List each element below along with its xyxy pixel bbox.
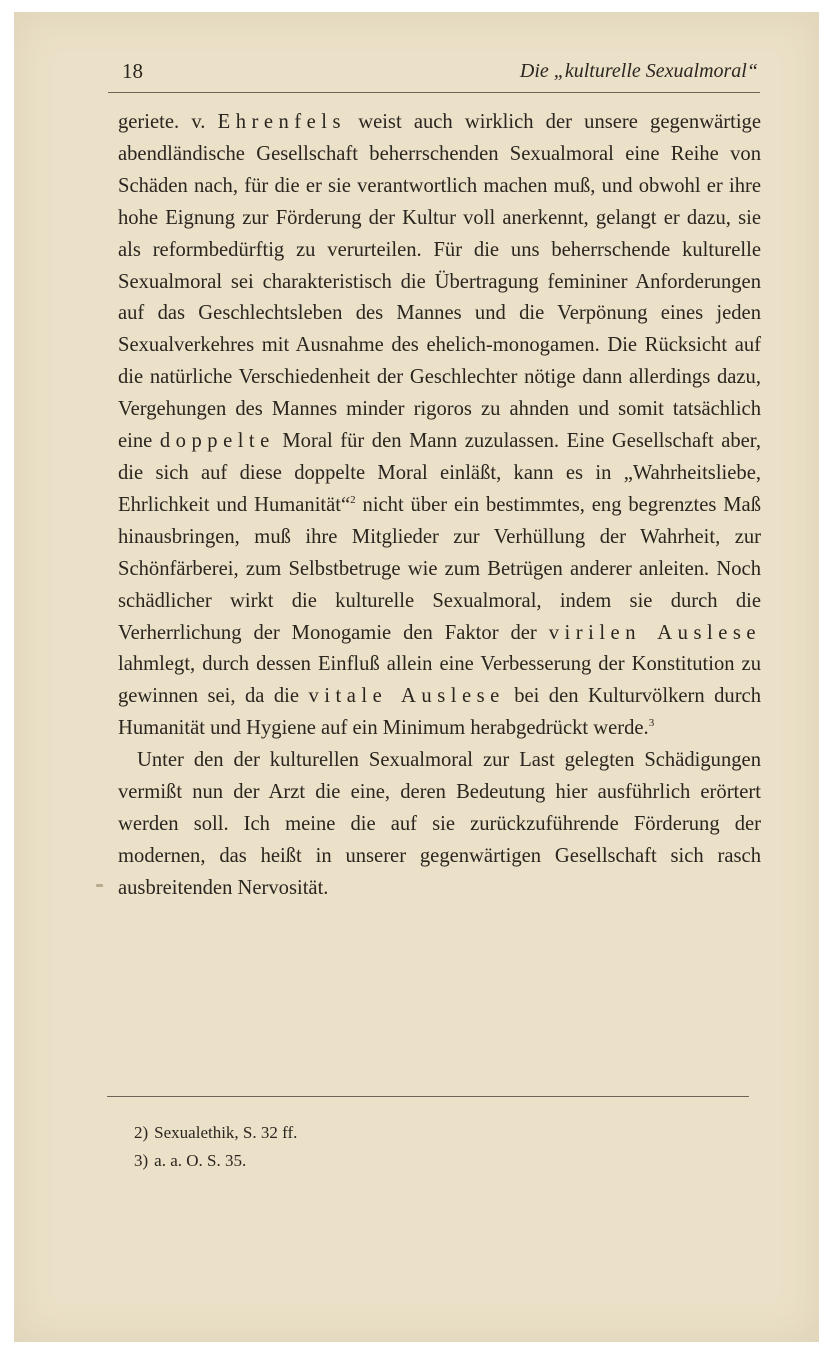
paragraph-2: Unter den der kulturellen Sexualmoral zur Last gelegten Schädigungen vermißt nun der Arzt die eine, deren Bedeutung hier ausführlich erörtert werden soll. Ich meine die auf sie zurückzuführende Förderung der modernen, das heißt in unserer gegenwärtigen Gesellschaft sich rasch ausbreitenden Nervosität. [118, 749, 761, 899]
body-text [118, 107, 761, 905]
footnote-ref-2: 2 [350, 493, 356, 506]
footnote-marker: 3) [134, 1151, 149, 1170]
margin-speck [96, 884, 103, 887]
paragraph-1 [118, 107, 761, 745]
spaced-phrase-virilen-auslese: virilen Auslese [548, 621, 761, 644]
page-header [108, 52, 760, 93]
footnote-2 [134, 1119, 534, 1147]
footnote-text: a. a. O. S. 35. [154, 1151, 247, 1170]
p1-text-f: bei den Kulturvölkern durch Humanität und Hygiene auf ein Minimum herabgedrückt werde. [118, 685, 761, 740]
spaced-name-ehrenfels: Ehrenfels [217, 111, 347, 133]
page-number: 18 [122, 59, 143, 83]
running-head: Die „kulturelle Sexualmoral“ [519, 60, 758, 82]
footnotes [134, 1119, 534, 1175]
p1-text-c: Moral für den Mann zuzulassen. Eine Gesellschaft aber, die sich auf diese doppelte Moral einläßt, kann es in „Wahrheitsliebe, Ehrlichkeit und Humanität“ [118, 430, 761, 516]
footnote-marker: 2) [134, 1123, 149, 1142]
p1-text-b: weist auch wirklich der unsere gegenwärtige abendländische Gesellschaft beherrschenden Sexualmoral eine Reihe von Schäden nach, für die er sie verantwortlich machen muß, und obwohl er ihre hohe Eignung zur Förderung der Kultur voll anerkennt, gelangt er dazu, sie als reformbedürftig zu verurteilen. Für die uns beherrschende kulturelle Sexualmoral sei charakteristisch die Übertragung femininer Anforderungen auf das Geschlechtsleben des Mannes und die Verpönung eines jeden Sexualverkehres mit Ausnahme des ehelich-monogamen. Die Rücksicht auf die natürliche Verschiedenheit der Geschlechter nötige dann allerdings dazu, Vergehungen des Mannes minder rigoros zu ahnden und somit tatsächlich eine [118, 111, 761, 453]
p1-text-e: lahmlegt, durch dessen Einfluß allein eine Verbesserung der Konstitution zu gewinnen sei, da die [118, 653, 761, 708]
spaced-phrase-vitale-auslese: vitale Auslese [308, 685, 505, 708]
spaced-word-doppelte: doppelte [159, 430, 275, 453]
footnote-ref-3: 3 [648, 717, 655, 730]
p1-text-d: nicht über ein bestimmtes, eng begrenztes Maß hinausbringen, muß ihre Mitglieder zur Verhüllung der Wahrheit, zur Schönfärberei, zum Selbstbetruge wie zum Betrügen anderer anleiten. Noch schädlicher wirkt die kulturelle Sexualmoral, indem sie durch die Verherrlichung der Monogamie den Faktor der [118, 493, 761, 644]
footnote-3 [134, 1147, 534, 1175]
p1-text-a: geriete. v. [118, 111, 206, 133]
footnote-rule [107, 1096, 749, 1097]
footnote-text: Sexualethik, S. 32 ff. [154, 1123, 298, 1142]
